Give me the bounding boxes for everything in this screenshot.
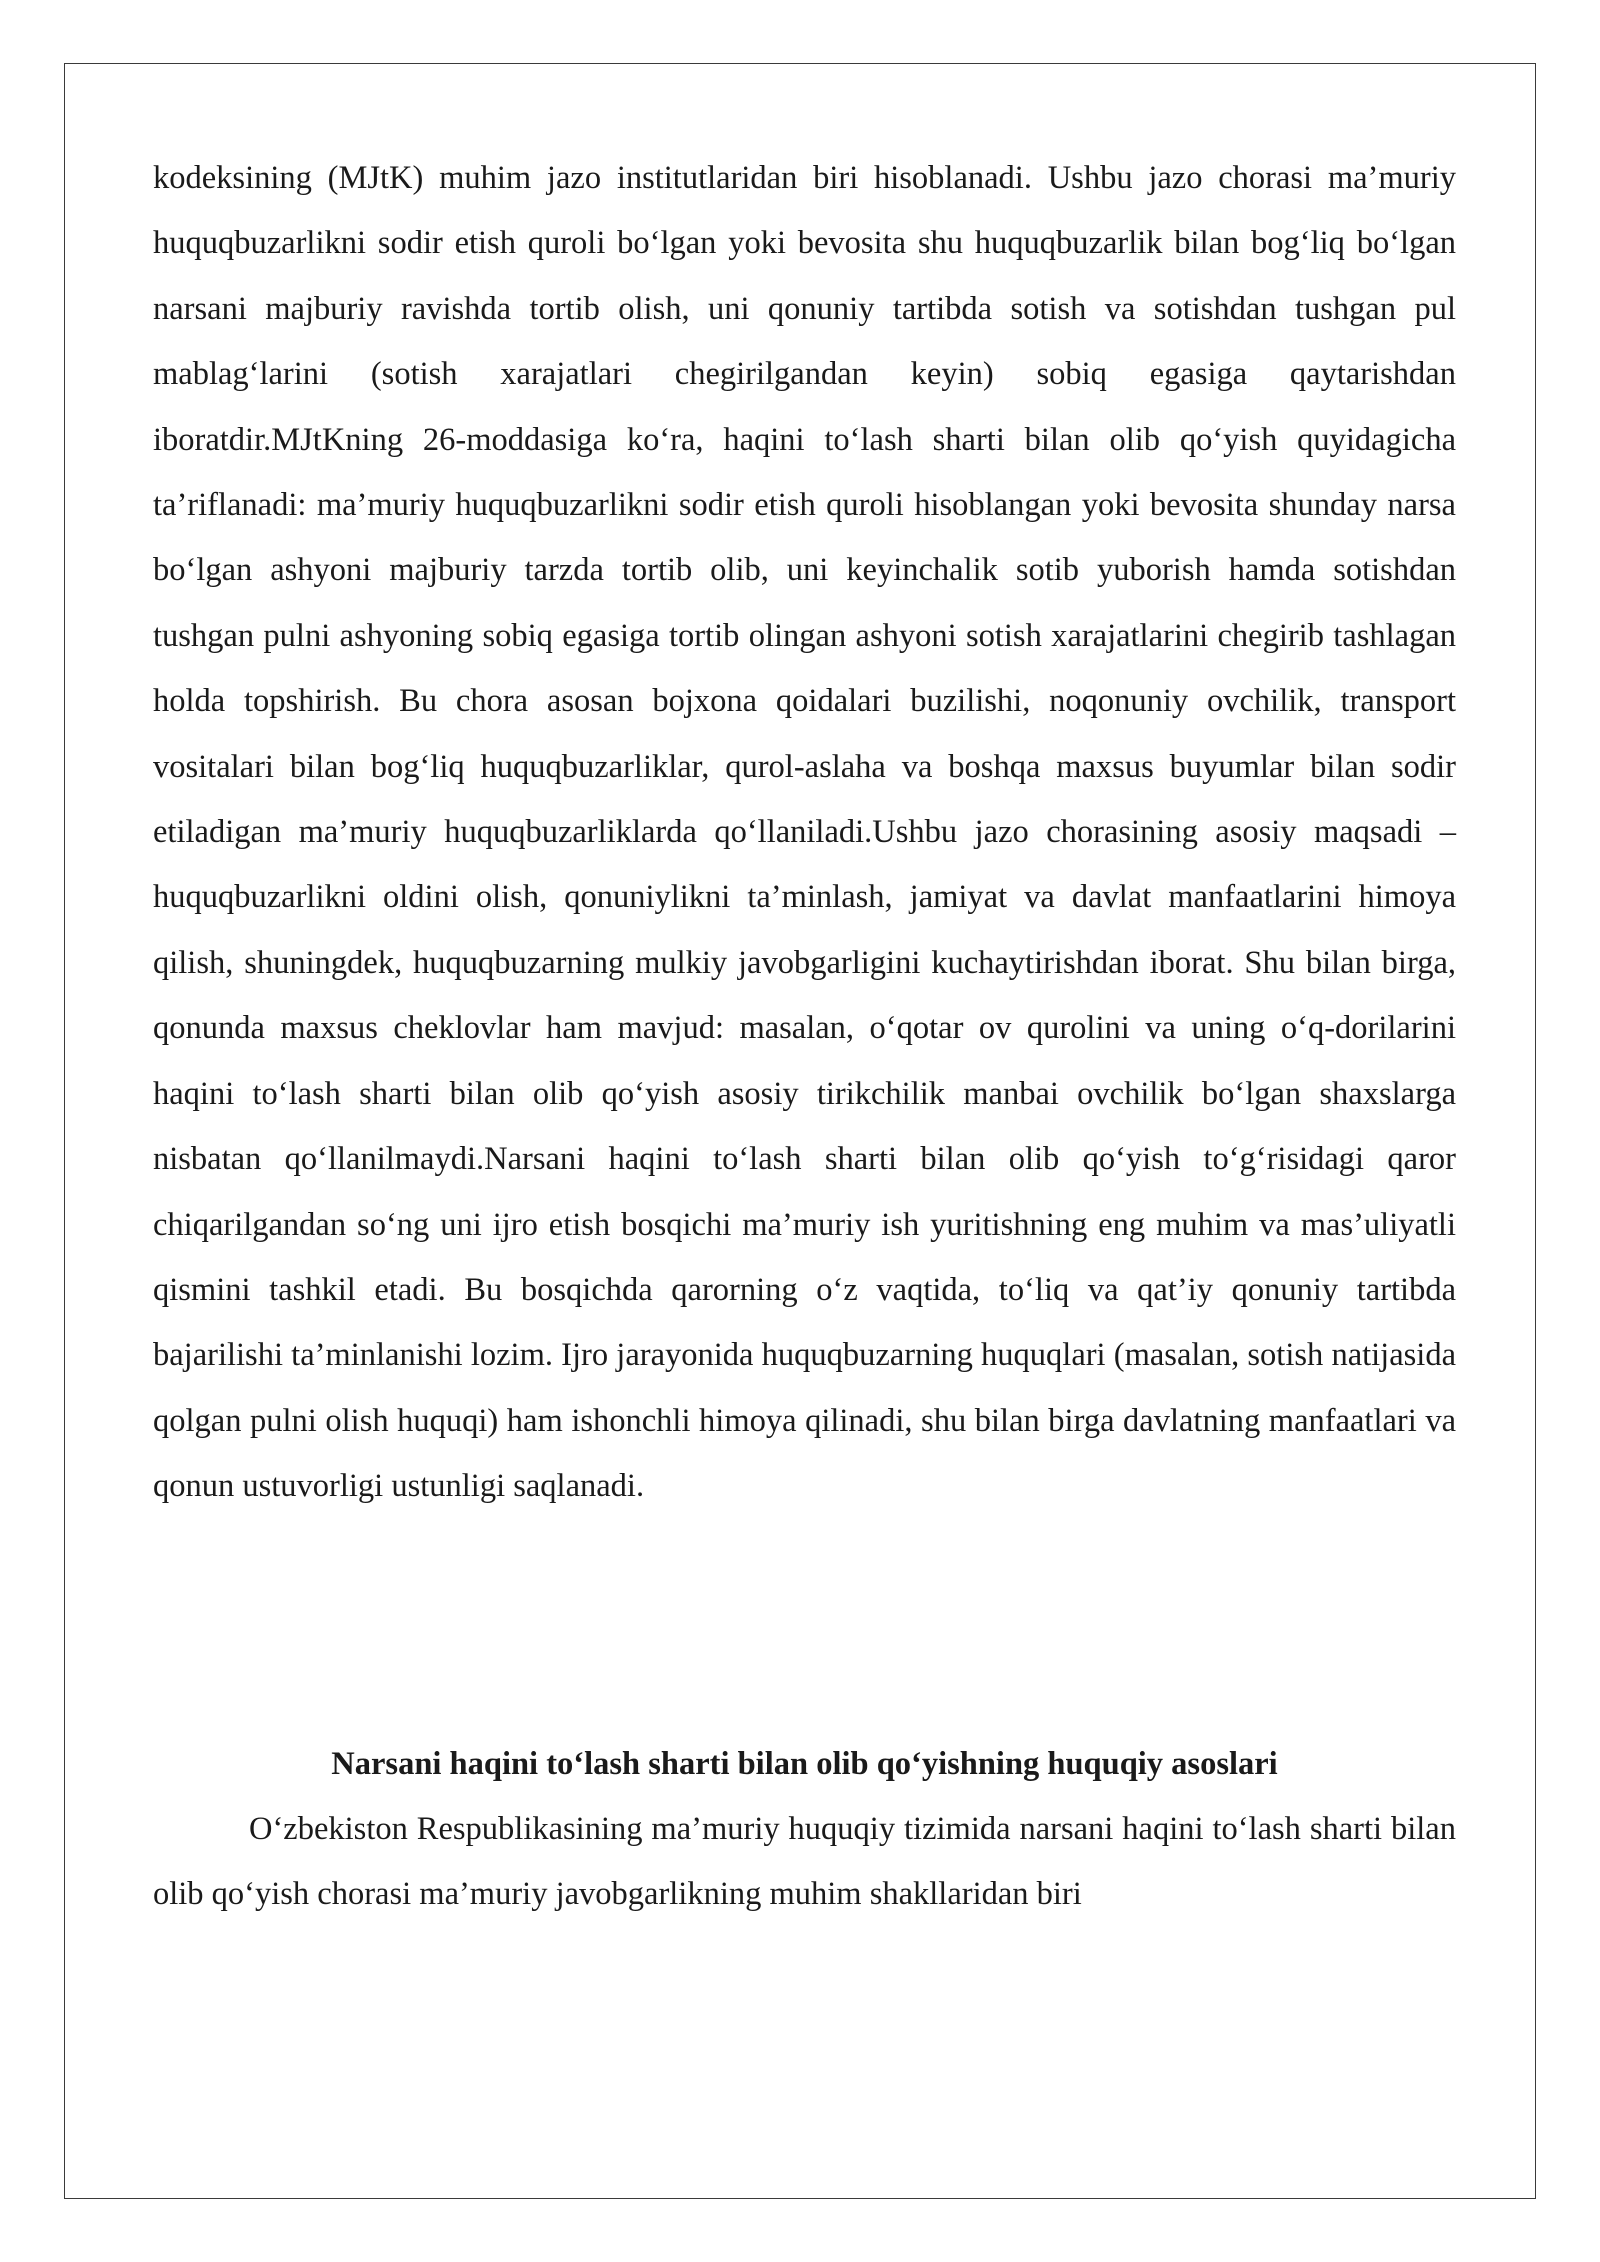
- document-body: [153, 146, 1456, 1928]
- body-paragraph-1: kodeksining (MJtK) muhim jazo institutlaridan biri hisoblanadi. Ushbu jazo chorasi ma’muriy huquqbuzarlikni sodir etish quroli bo‘lgan yoki bevosita shu huquqbuzarlik bilan bog‘liq bo‘lgan narsani majburiy ravishda tortib olish, uni qonuniy tartibda sotish va sotishdan tushgan pul mablag‘larini (sotish xarajatlari chegirilgandan keyin) sobiq egasiga qaytarishdan iboratdir.MJtKning 26-moddasiga ko‘ra, haqini to‘lash sharti bilan olib qo‘yish quyidagicha ta’riflanadi: ma’muriy huquqbuzarlikni sodir etish quroli hisoblangan yoki bevosita shunday narsa bo‘lgan ashyoni majburiy tarzda tortib olib, uni keyinchalik sotib yuborish hamda sotishdan tushgan pulni ashyoning sobiq egasiga tortib olingan ashyoni sotish xarajatlarini chegirib tashlagan holda topshirish. Bu chora asosan bojxona qoidalari buzilishi, noqonuniy ovchilik, transport vositalari bilan bog‘liq huquqbuzarliklar, qurol-aslaha va boshqa maxsus buyumlar bilan sodir etiladigan ma’muriy huquqbuzarliklarda qo‘llaniladi.Ushbu jazo chorasining asosiy maqsadi – huquqbuzarlikni oldini olish, qonuniylikni ta’minlash, jamiyat va davlat manfaatlarini himoya qilish, shuningdek, huquqbuzarning mulkiy javobgarligini kuchaytirishdan iborat. Shu bilan birga, qonunda maxsus cheklovlar ham mavjud: masalan, o‘qotar ov qurolini va uning o‘q-dorilarini haqini to‘lash sharti bilan olib qo‘yish asosiy tirikchilik manbai ovchilik bo‘lgan shaxslarga nisbatan qo‘llanilmaydi.Narsani haqini to‘lash sharti bilan olib qo‘yish to‘g‘risidagi qaror chiqarilgandan so‘ng uni ijro etish bosqichi ma’muriy ish yuritishning eng muhim va mas’uliyatli qismini tashkil etadi. Bu bosqichda qarorning o‘z vaqtida, to‘liq va qat’iy qonuniy tartibda bajarilishi ta’minlanishi lozim. Ijro jarayonida huquqbuzarning huquqlari (masalan, sotish natijasida qolgan pulni olish huquqi) ham ishonchli himoya qilinadi, shu bilan birga davlatning manfaatlari va qonun ustuvorligi ustunligi saqlanadi.: [153, 160, 1456, 1505]
- section-heading: Narsani haqini to‘lash sharti bilan olib qo‘yishning huquqiy asoslari: [331, 1745, 1278, 1782]
- section-spacer: [153, 1520, 1456, 1732]
- body-paragraph-2: O‘zbekiston Respublikasining ma’muriy huquqiy tizimida narsani haqini to‘lash sharti bilan olib qo‘yish chorasi ma’muriy javobgarlikning muhim shakllaridan biri: [153, 1810, 1456, 1913]
